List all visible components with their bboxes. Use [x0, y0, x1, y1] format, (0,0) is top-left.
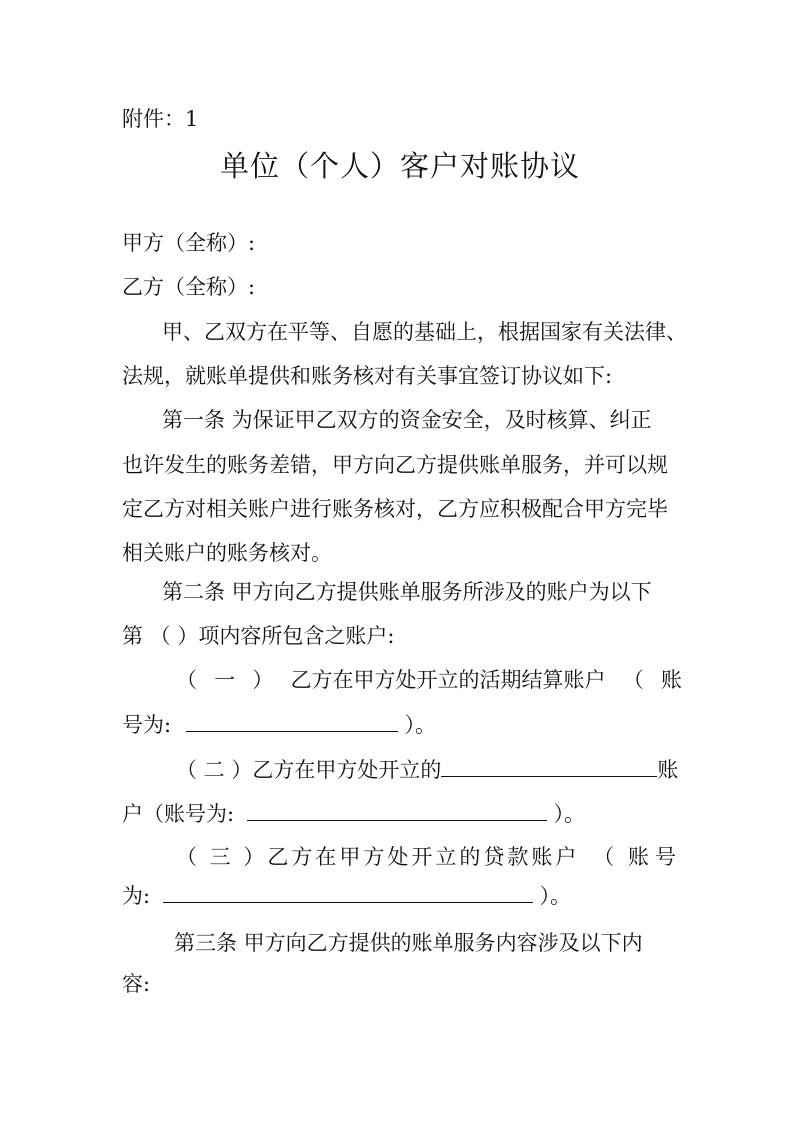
article2-item1-line-1 — [176, 665, 682, 695]
item2-account-word: 账 — [657, 758, 679, 782]
item3-account-suffix: ）。 — [539, 884, 571, 908]
item1-account-word: 账 — [660, 668, 682, 692]
item1-account-label: 号为: — [122, 713, 172, 737]
item1-account-suffix: ）。 — [404, 713, 436, 737]
article2-item2-line-1 — [176, 754, 682, 785]
article2-item3-line-2 — [122, 880, 682, 911]
item2-text: （ 二 ）乙方在甲方处开立的 — [176, 758, 442, 782]
article2-item2-line-2 — [122, 798, 682, 829]
item1-open-paren: （ — [176, 668, 197, 692]
item1-close-paren: ） — [252, 668, 274, 692]
item2-account-suffix: ）。 — [553, 802, 585, 826]
item2-account-label: 户（账号为: — [122, 802, 235, 826]
article2-item1-line-2 — [122, 709, 682, 740]
item3-account-word: 账号 — [627, 845, 682, 869]
item1-number: 一 — [214, 668, 236, 692]
intro-line-1: 甲、乙双方在平等、自愿的基础上，根据国家有关法律、 — [162, 320, 687, 344]
article1-line-1: 第一条 为保证甲乙双方的资金安全，及时核算、纠正 — [162, 408, 652, 432]
item3-paren: （ — [593, 845, 615, 869]
party-a-label: 甲方（全称）: — [122, 231, 256, 255]
item2-account-type-blank[interactable] — [441, 754, 657, 777]
party-b-label: 乙方（全称）: — [122, 275, 256, 299]
item3-account-blank[interactable] — [163, 880, 533, 903]
item2-account-blank[interactable] — [247, 798, 547, 821]
intro-line-2: 法规，就账单提供和账务核对有关事宜签订协议如下: — [122, 364, 613, 388]
item1-account-blank[interactable] — [186, 709, 398, 732]
item1-text: 乙方在甲方处开立的活期结算账户 — [290, 668, 606, 692]
item3-account-label: 为: — [122, 884, 151, 908]
article3-line-2: 容: — [122, 972, 151, 996]
article3-line-1: 第三条 甲方向乙方提供的账单服务内容涉及以下内 — [174, 931, 643, 955]
item1-paren: （ — [622, 668, 644, 692]
article1-line-3: 定乙方对相关账户进行账务核对，乙方应积极配合甲方完毕 — [122, 497, 668, 521]
article2-line-2: 第 （ ）项内容所包含之账户: — [122, 624, 395, 648]
page-title: 单位（个人）客户对账协议 — [219, 149, 580, 183]
article2-line-1: 第二条 甲方向乙方提供账单服务所涉及的账户为以下 — [162, 580, 652, 604]
item3-text: （ 三 ）乙方在甲方处开立的贷款账户 — [176, 845, 580, 869]
attachment-label: 附件：1 — [122, 107, 199, 131]
article1-line-2: 也许发生的账务差错，甲方向乙方提供账单服务，并可以规 — [122, 453, 668, 477]
article1-line-4: 相关账户的账务核对。 — [122, 541, 332, 565]
article2-item3-line-1 — [176, 842, 682, 872]
